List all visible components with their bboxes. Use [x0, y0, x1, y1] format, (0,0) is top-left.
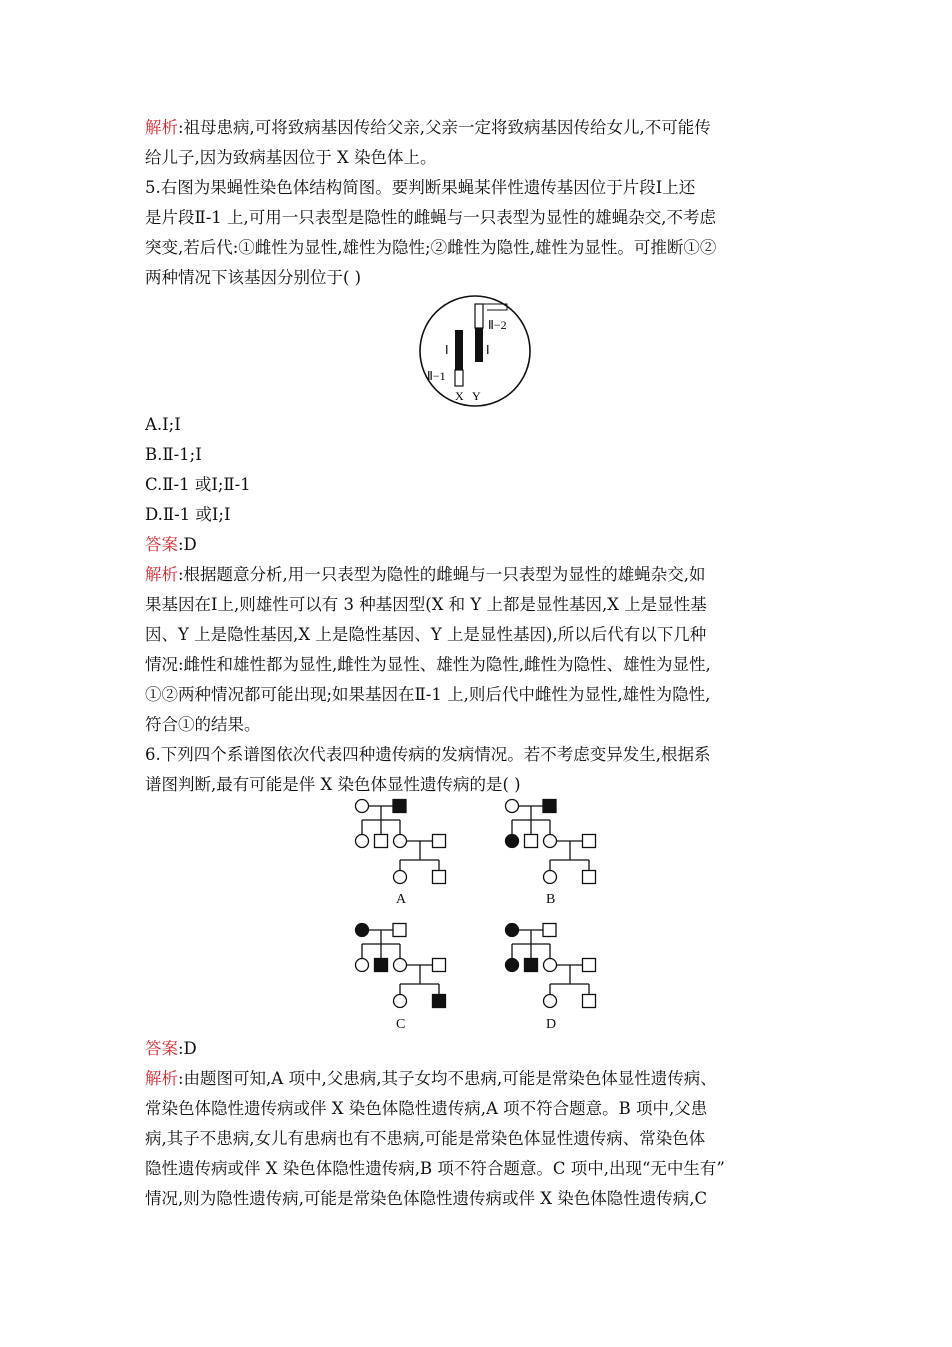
q6-stem-line: 谱图判断,最有可能是伴 X 染色体显性遗传病的是( ) — [145, 775, 521, 794]
q6-analysis-line: 情况,则为隐性遗传病,可能是常染色体隐性遗传病或伴 X 染色体隐性遗传病,C — [145, 1189, 708, 1208]
x-segment-I — [455, 330, 463, 370]
male-affected — [525, 959, 538, 972]
male-unaffected — [393, 924, 406, 937]
label-II2: Ⅱ−2 — [488, 318, 507, 332]
pedigree-a — [350, 798, 460, 890]
male-affected — [543, 800, 556, 813]
q5-analysis-line: 解析:根据题意分析,用一只表型为隐性的雌蝇与一只表型为显性的雄蝇杂交,如 — [145, 565, 706, 584]
female-unaffected — [506, 800, 519, 813]
male-unaffected — [543, 924, 556, 937]
label-X: X — [455, 389, 464, 403]
label-Y: Y — [472, 389, 481, 403]
q5-stem-line: 突变,若后代:①雌性为显性,雄性为隐性;②雌性为隐性,雄性为显性。可推断①② — [145, 238, 717, 257]
male-unaffected — [583, 995, 596, 1008]
female-unaffected — [394, 959, 407, 972]
q6-stem-line: 6.下列四个系谱图依次代表四种遗传病的发病情况。若不考虑变异发生,根据系 — [145, 745, 711, 764]
pedigree-b — [500, 798, 610, 890]
pedigree-c — [350, 922, 460, 1014]
answer-label: 答案 — [145, 1039, 178, 1058]
q5-analysis-line: 情况:雌性和雄性都为显性,雌性为显性、雄性为隐性,雌性为隐性、雄性为显性, — [145, 655, 711, 674]
q5-option-b: B.Ⅱ-1;Ⅰ — [145, 445, 202, 464]
q5-answer: 答案:D — [145, 535, 197, 554]
q5-analysis-line: 果基因在Ⅰ上,则雄性可以有 3 种基因型(X 和 Y 上都是显性基因,X 上是显性基 — [145, 595, 707, 614]
analysis-label: 解析 — [145, 118, 178, 137]
x-segment-II1 — [455, 370, 463, 386]
female-affected — [506, 835, 519, 848]
female-unaffected — [394, 835, 407, 848]
male-affected — [375, 959, 388, 972]
q6-analysis-line: 隐性遗传病或伴 X 染色体隐性遗传病,B 项不符合题意。C 项中,出现“无中生有” — [145, 1159, 725, 1178]
q6-analysis-line: 病,其子不患病,女儿有患病也有不患病,可能是常染色体显性遗传病、常染色体 — [145, 1129, 706, 1148]
q4-analysis-line: 给儿子,因为致病基因位于 X 染色体上。 — [145, 148, 437, 167]
q5-option-a: A.Ⅰ;Ⅰ — [145, 415, 181, 434]
male-unaffected — [433, 959, 446, 972]
analysis-label: 解析 — [145, 1069, 178, 1088]
label-I-left: Ⅰ — [445, 343, 449, 357]
pedigree-label-c: C — [396, 1017, 406, 1032]
male-unaffected — [433, 835, 446, 848]
answer-label: 答案 — [145, 535, 178, 554]
female-unaffected — [356, 959, 369, 972]
y-segment-I — [475, 328, 483, 362]
male-unaffected — [583, 835, 596, 848]
q5-analysis-line: ①②两种情况都可能出现;如果基因在Ⅱ-1 上,则后代中雌性为显性,雄性为隐性, — [145, 685, 711, 704]
male-unaffected — [525, 835, 538, 848]
pedigree-label-b: B — [546, 892, 556, 907]
female-affected — [506, 959, 519, 972]
pedigree-label-d: D — [546, 1017, 557, 1032]
analysis-label: 解析 — [145, 565, 178, 584]
sex-chromosome-diagram — [417, 294, 535, 410]
pedigree-label-a: A — [396, 892, 407, 907]
q6-answer: 答案:D — [145, 1039, 197, 1058]
q4-analysis-line: 解析:祖母患病,可将致病基因传给父亲,父亲一定将致病基因传给女儿,不可能传 — [145, 118, 711, 137]
q5-option-d: D.Ⅱ-1 或Ⅰ;Ⅰ — [145, 505, 231, 524]
female-unaffected — [394, 871, 407, 884]
q5-stem-line: 是片段Ⅱ-1 上,可用一只表型是隐性的雌蝇与一只表型为显性的雄蝇杂交,不考虑 — [145, 208, 717, 227]
female-unaffected — [356, 800, 369, 813]
q5-analysis-line: 因、Y 上是隐性基因,X 上是隐性基因、Y 上是显性基因),所以后代有以下几种 — [145, 625, 707, 644]
female-affected — [356, 924, 369, 937]
q6-analysis-line: 常染色体隐性遗传病或伴 X 染色体隐性遗传病,A 项不符合题意。B 项中,父患 — [145, 1099, 708, 1118]
female-unaffected — [544, 835, 557, 848]
y-segment-II2 — [475, 304, 483, 328]
q5-option-c: C.Ⅱ-1 或Ⅰ;Ⅱ-1 — [145, 475, 251, 494]
female-unaffected — [544, 995, 557, 1008]
q6-analysis-line: 解析:由题图可知,A 项中,父患病,其子女均不患病,可能是常染色体显性遗传病、 — [145, 1069, 717, 1088]
male-affected — [433, 995, 446, 1008]
label-II1: Ⅱ−1 — [427, 369, 446, 383]
pedigree-d — [500, 922, 610, 1014]
male-affected — [393, 800, 406, 813]
q5-stem-line: 5.右图为果蝇性染色体结构简图。要判断果蝇某伴性遗传基因位于片段Ⅰ上还 — [145, 178, 696, 197]
male-unaffected — [583, 871, 596, 884]
female-unaffected — [356, 835, 369, 848]
male-unaffected — [375, 835, 388, 848]
female-unaffected — [544, 871, 557, 884]
male-unaffected — [583, 959, 596, 972]
label-I-right: Ⅰ — [486, 343, 490, 357]
q5-analysis-line: 符合①的结果。 — [145, 715, 261, 734]
male-unaffected — [433, 871, 446, 884]
q5-stem-line: 两种情况下该基因分别位于( ) — [145, 268, 362, 287]
female-unaffected — [544, 959, 557, 972]
female-affected — [506, 924, 519, 937]
female-unaffected — [394, 995, 407, 1008]
